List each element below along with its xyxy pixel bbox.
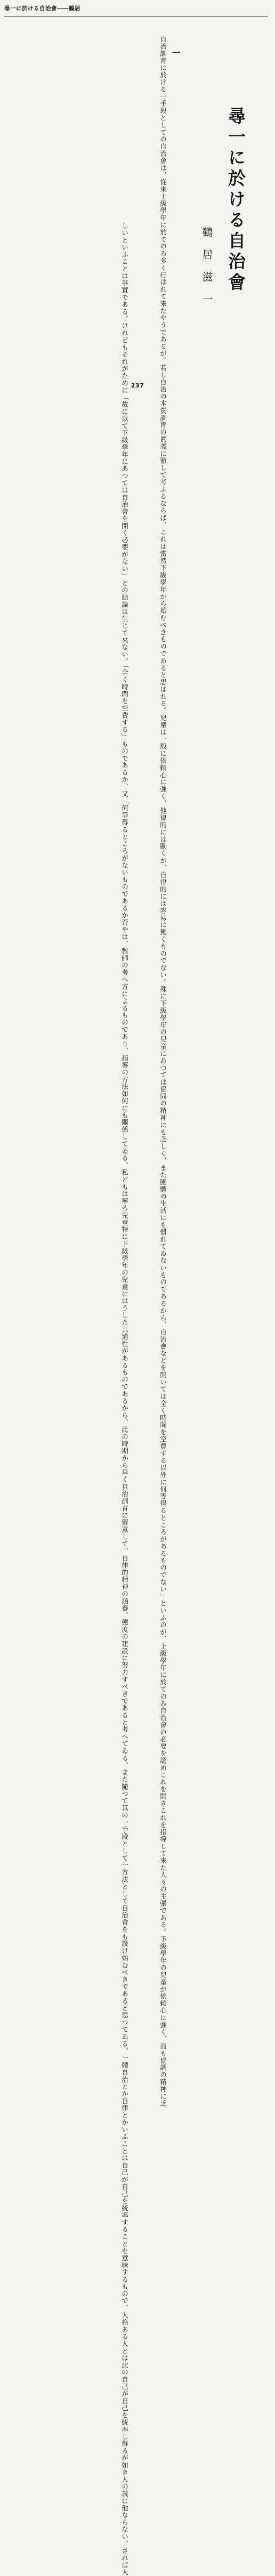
body-column-upper: 自治訓育に於ける一手段としての自治會は、從來上級學年に於てのみ多く行はれて來たやうであるが、若し自治の本質訓育の眞義に徹して考ふるならば、これは當然下級學年から始むべきものであると思はれる。兒童は一般に依頼心に強く、他律的には動くが、自律的には容易に働くものでない。殊に下級學年の兒童にあつては協同の精神にも乏しく、また團體の生活にも慣れてゐないものであるから、自治會などを開いては全く時間を空費する以外に何等得るところがあるものでない」といふのが、上級學年に於てのみ自治會の必要を認めこれを開きこれを指導して來た人々の主張である。下級學年の兒童が依頼心に強く、而も協調の精神に乏 bbox=[159, 36, 167, 2107]
article-title: 尋一に於ける自治會 bbox=[225, 107, 246, 294]
page-number: 237 bbox=[131, 382, 144, 389]
article-author: 鶴居滋一 bbox=[200, 227, 213, 316]
running-header: 尋一に於ける自治會――鶴居 bbox=[4, 5, 80, 12]
body-column-lower: しいといふことは事實である。けれどもそれがために「故に以て下級學年にあつては自治會を開く必要がない」との結論は生じて來ない。「全く時間を空費する」ものであるか、又「何等得るところがないものであるか否やは、教師の考へ方によるものであり、指導の方法如何にも關係してゐる。私どもは寧ろ兒童特に下級學年の兒童にはうした共通性があるものであるから、此の時期から早く自治訓育に留意して、自律的精神の涵養、態度の建設に努力すべきであると考へてゐる。また隨つて其の一手段として一方法として自治會をも設け始むべきであると思つてゐる。一體自治とか自律とかいふことは自己が自己を統率することを意味するもので、人格ある人とは此の自己が自己を統率し得るが如き人の義に他ならない。されば人 bbox=[120, 222, 128, 2576]
section-number: 一 bbox=[171, 49, 181, 57]
